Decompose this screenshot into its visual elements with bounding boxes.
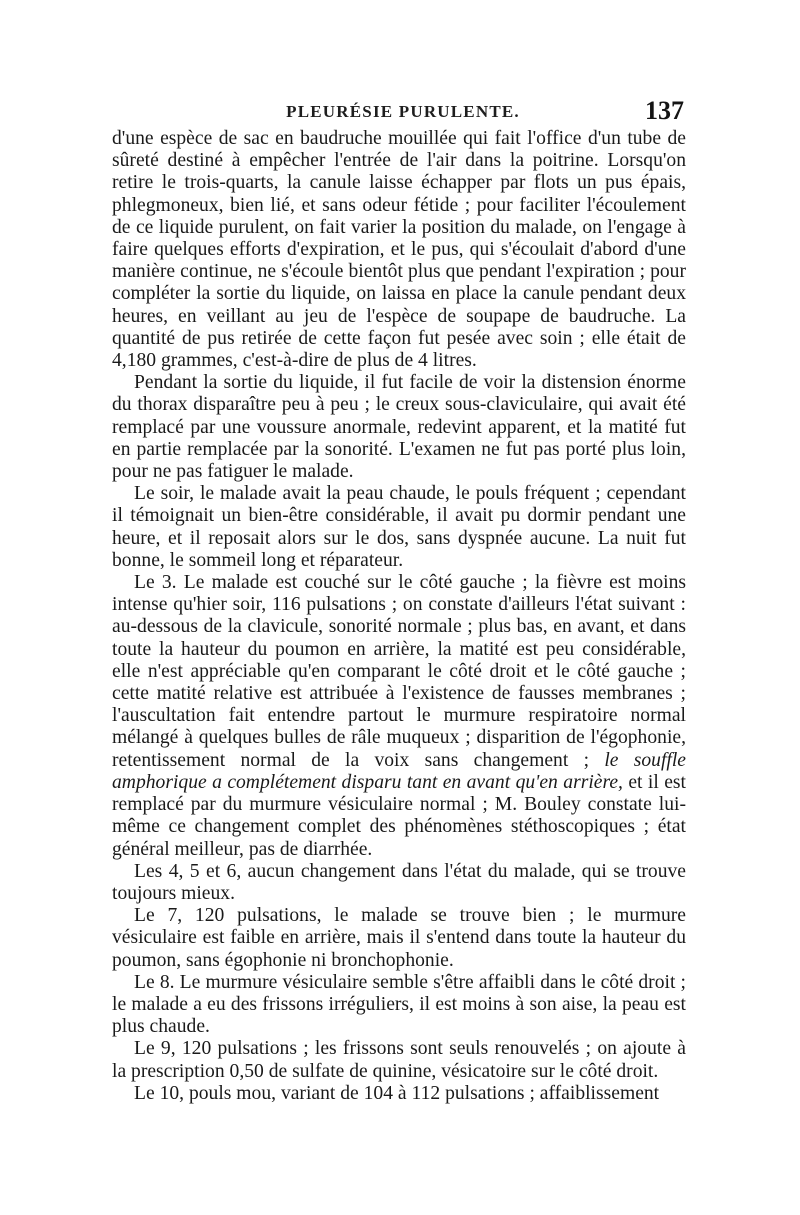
paragraph: Pendant la sortie du liquide, il fut facile de voir la distension énorme du thorax disparaître peu à peu ; le creux sous-claviculaire, qui avait été remplacé par une voussure anormale, redevint apparent, et la matité fut en partie remplacée par la sonorité. L'examen ne fut pas porté plus loin, pour ne pas fatiguer le malade.	[112, 372, 686, 483]
paragraph: Les 4, 5 et 6, aucun changement dans l'état du malade, qui se trouve toujours mieux.	[112, 860, 686, 904]
paragraph: Le 10, pouls mou, variant de 104 à 112 pulsations ; affaiblissement	[134, 1082, 660, 1104]
paragraph: Le soir, le malade avait la peau chaude, le pouls fréquent ; cependant il témoignait un bien-être considérable, il avait pu dormir pendant une heure, et il reposait alors sur le dos, sans dyspnée aucune. La nuit fut bonne, le sommeil long et réparateur.	[112, 483, 686, 571]
running-title: PLEURÉSIE PURULENTE.	[286, 102, 520, 121]
paragraph-text: et il est remplacé par du murmure vésiculaire normal ; M. Bouley constate lui-même ce changement complet des phénomènes stéthoscopiques ; état général meilleur, pas de diarrhée.	[112, 771, 686, 860]
paragraph: d'une espèce de sac en baudruche mouillée qui fait l'office d'un tube de sûreté destiné à empêcher l'entrée de l'air dans la poitrine. Lorsqu'on retire le trois-quarts, la canule laisse échapper par flots un pus épais, phlegmoneux, bien lié, et sans odeur fétide ; pour faciliter l'écoulement de ce liquide purulent, on fait varier la position du malade, on l'engage à faire quelques efforts d'expiration, et le pus, qui s'écoulait d'abord d'une manière continue, ne s'écoule bientôt plus que pendant l'expiration ; pour compléter la sortie du liquide, on laissa en place la canule pendant deux heures, en veillant au jeu de l'espèce de soupape de baudruche. La quantité de pus retirée de cette façon fut pesée avec soin ; elle était de 4,180 grammes, c'est-à-dire de plus de 4 litres.	[112, 128, 686, 372]
paragraph	[112, 572, 686, 861]
page-header	[118, 96, 688, 130]
paragraph: Le 8. Le murmure vésiculaire semble s'être affaibli dans le côté droit ; le malade a eu des frissons irréguliers, il est moins à son aise, la peau est plus chaude.	[112, 971, 686, 1038]
body-text	[112, 128, 686, 1105]
paragraph: Le 9, 120 pulsations ; les frissons sont seuls renouvelés ; on ajoute à la prescription 0,50 de sulfate de quinine, vésicatoire sur le côté droit.	[112, 1038, 686, 1082]
paragraph-text: Le 3. Le malade est couché sur le côté gauche ; la fièvre est moins intense qu'hier soir, 116 pulsations ; on constate d'ailleurs l'état suivant : au-dessous de la clavicule, sonorité normale ; plus bas, en avant, et dans toute la hauteur du poumon en arrière, la matité est peu considérable, elle n'est appréciable qu'en comparant le côté droit et le côté gauche ; cette matité relative est attribuée à l'existence de fausses membranes ; l'auscultation fait entendre partout le murmure respiratoire normal mélangé à quelques bulles de râle muqueux ; disparition de l'égophonie, retentissement normal de la voix sans changement ;	[112, 572, 686, 771]
page-number: 137	[645, 96, 684, 125]
paragraph: Le 7, 120 pulsations, le malade se trouve bien ; le murmure vésiculaire est faible en arrière, mais il s'entend dans toute la hauteur du poumon, sans égophonie ni bronchophonie.	[112, 905, 686, 971]
italic-phrase: le souffle amphorique a complétement disparu tant en avant qu'en arrière,	[112, 749, 686, 793]
